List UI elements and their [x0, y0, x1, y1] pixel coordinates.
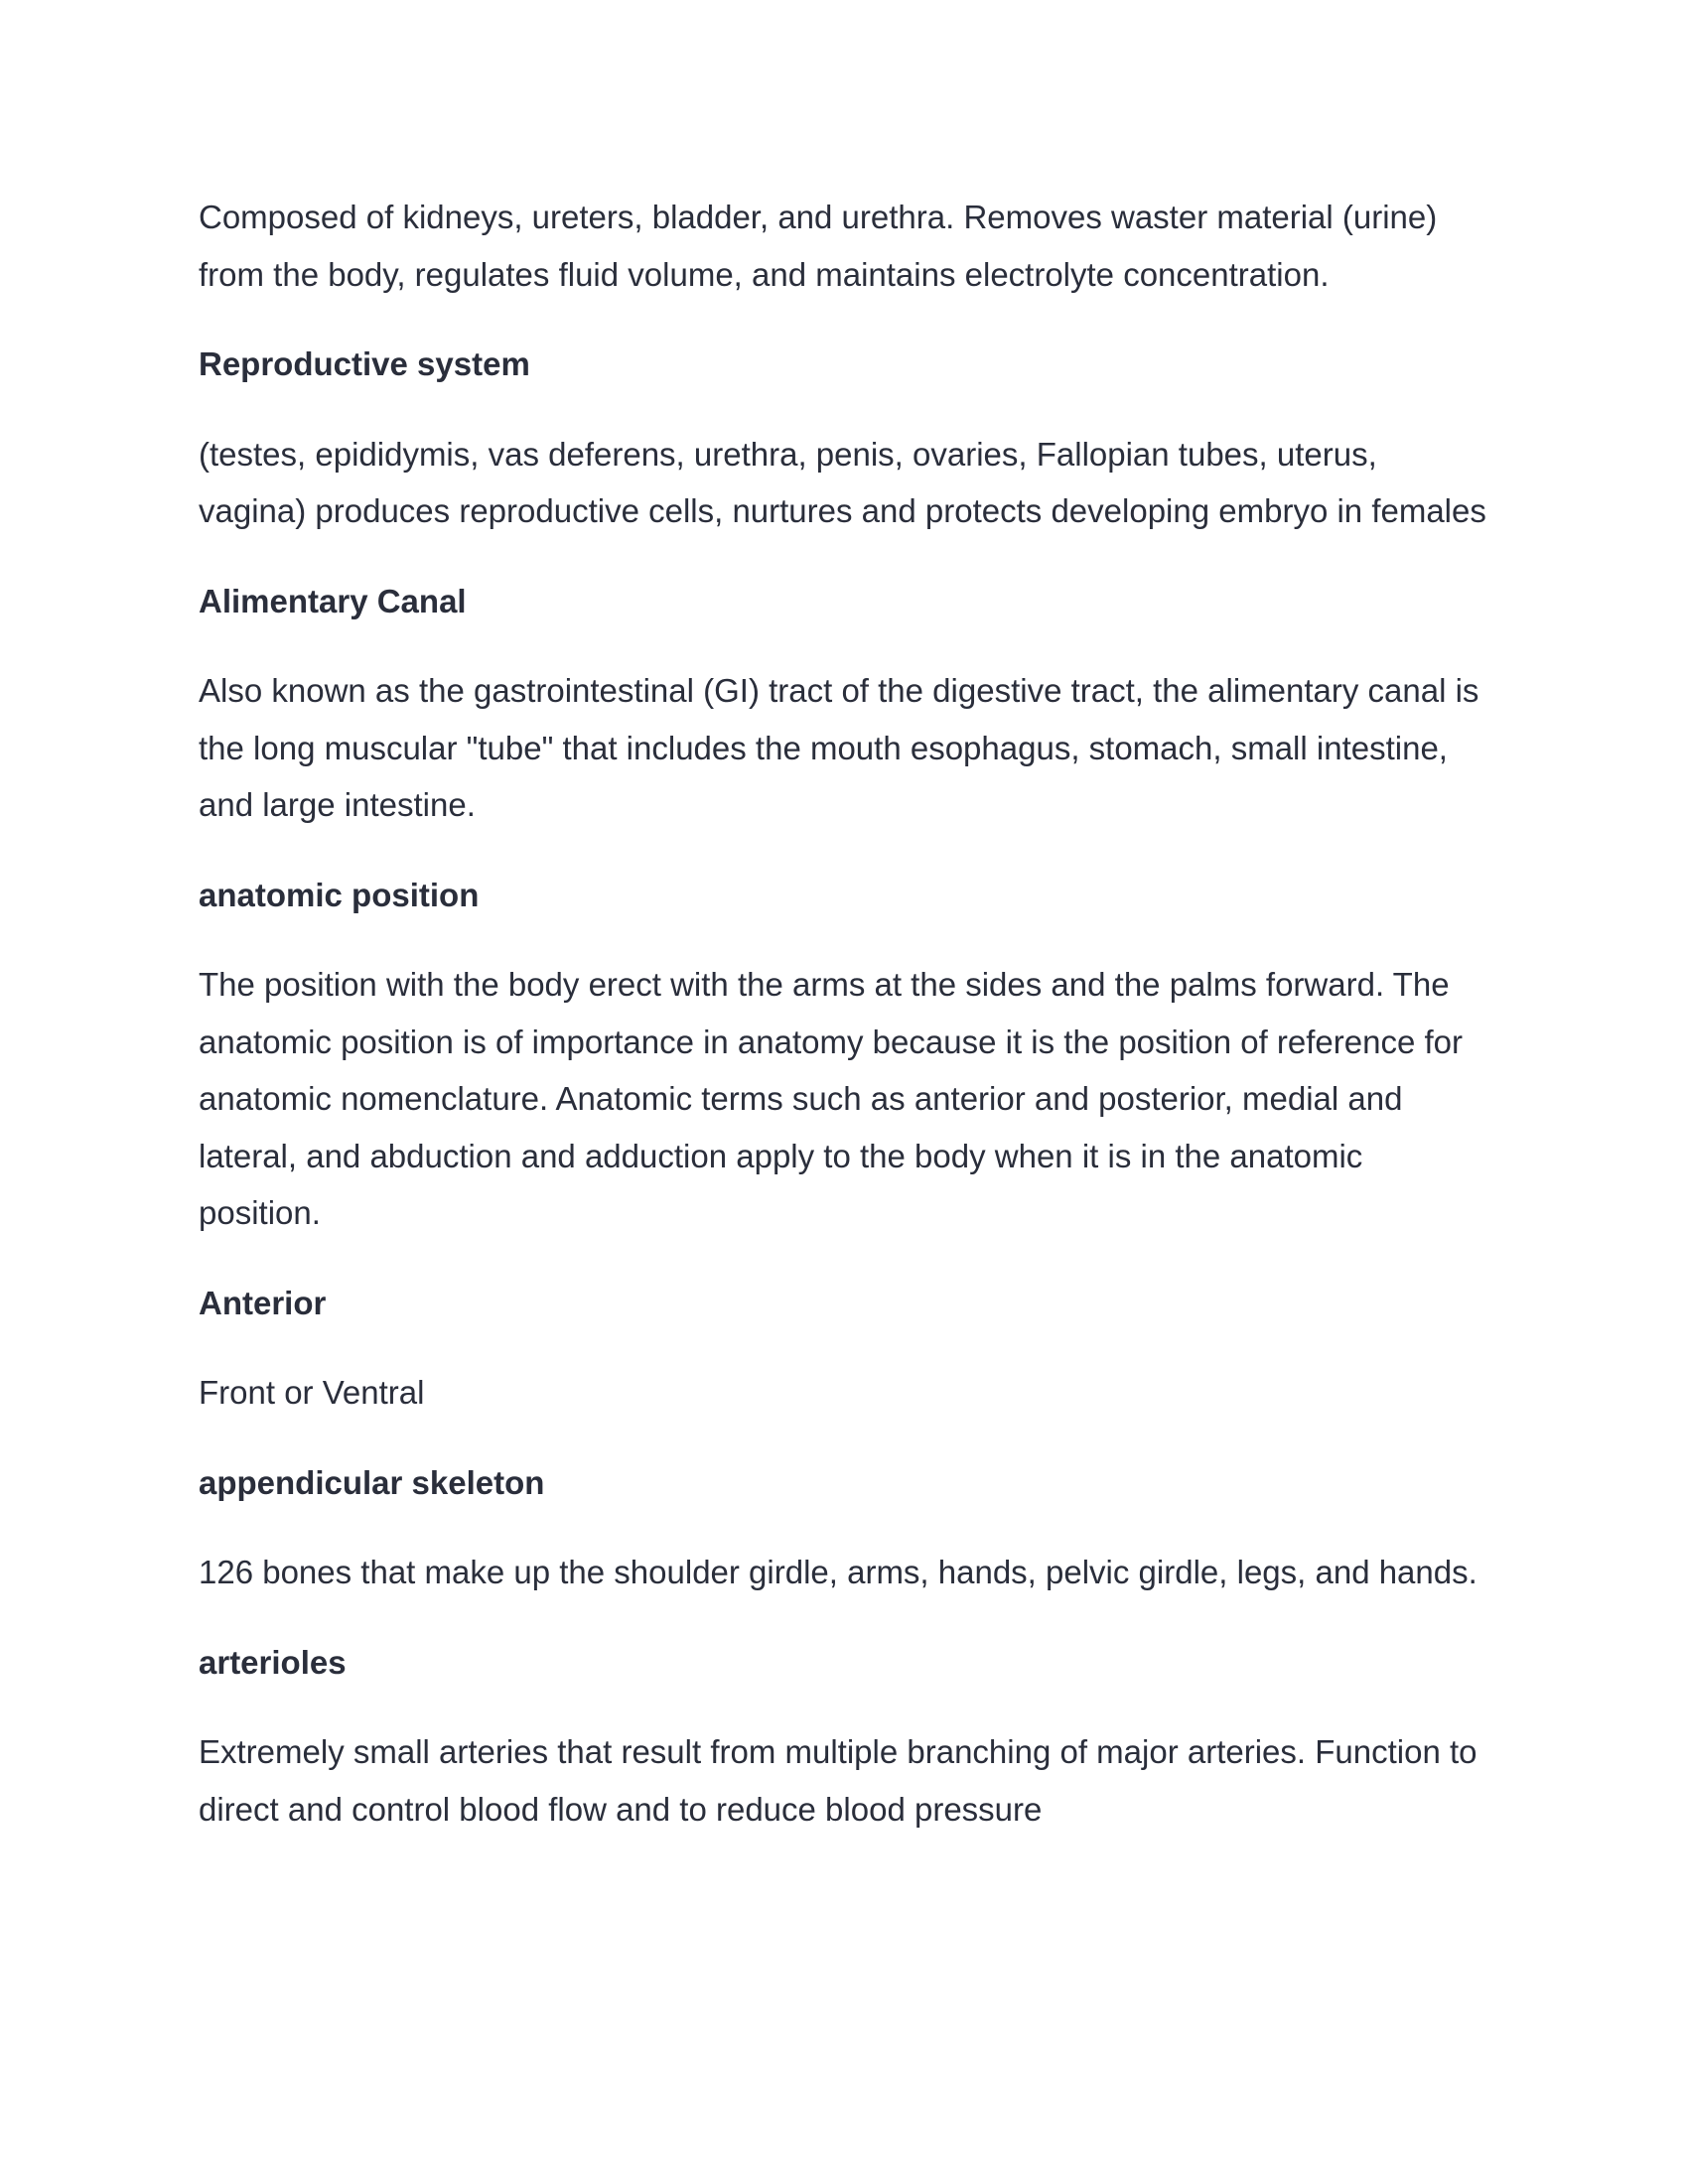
term-anatomic-position: anatomic position: [199, 876, 480, 913]
term-reproductive-system: Reproductive system: [199, 345, 530, 382]
definition-alimentary-canal: Also known as the gastrointestinal (GI) tract of the digestive tract, the alimentary canal is the long muscular "tube" that includes the mouth esophagus, stomach, small intestine, and large intestine.: [199, 672, 1479, 823]
definition-anterior: Front or Ventral: [199, 1374, 425, 1411]
term-anterior: Anterior: [199, 1284, 327, 1321]
term-arterioles: arterioles: [199, 1643, 347, 1681]
definition-urinary-system: Composed of kidneys, ureters, bladder, and urethra. Removes waster material (urine) from the body, regulates fluid volume, and maintains electrolyte concentration.: [199, 199, 1438, 293]
definition-reproductive-system: (testes, epididymis, vas deferens, urethra, penis, ovaries, Fallopian tubes, uterus, vagina) produces reproductive cells, nurtures and protects developing embryo in females: [199, 435, 1486, 529]
definition-arterioles: Extremely small arteries that result from multiple branching of major arteries. Function to direct and control blood flow and to reduce blood pressure: [199, 1733, 1477, 1828]
document-page: [199, 189, 1489, 1870]
definition-anatomic-position: The position with the body erect with the arms at the sides and the palms forward. The anatomic position is of importance in anatomy because it is the position of reference for anatomic nomenclature. Anatomic terms such as anterior and posterior, medial and lateral, and abduction and adduction apply to the body when it is in the anatomic position.: [199, 966, 1464, 1231]
term-appendicular-skeleton: appendicular skeleton: [199, 1463, 545, 1501]
term-alimentary-canal: Alimentary Canal: [199, 582, 467, 619]
definition-appendicular-skeleton: 126 bones that make up the shoulder girdle, arms, hands, pelvic girdle, legs, and hands.: [199, 1554, 1477, 1590]
